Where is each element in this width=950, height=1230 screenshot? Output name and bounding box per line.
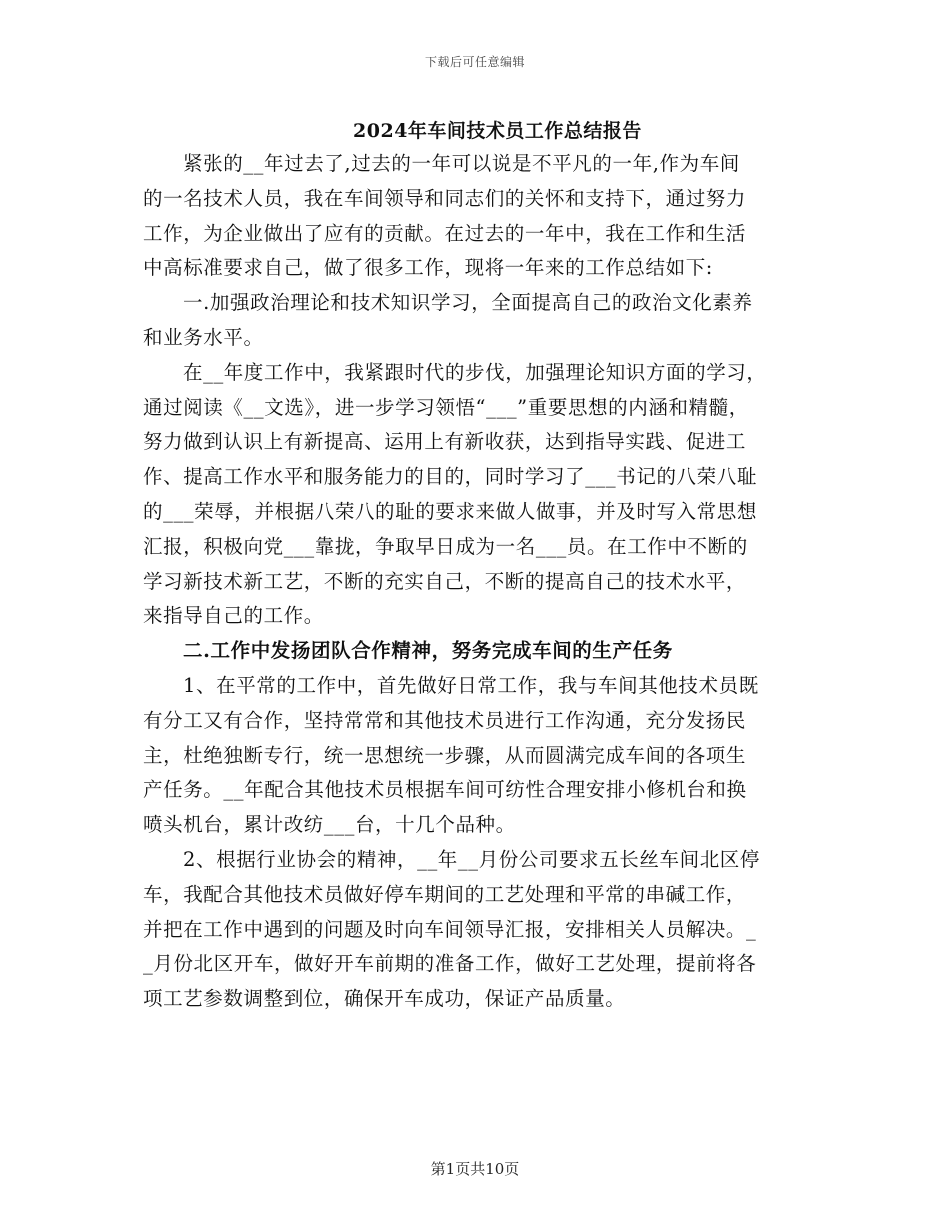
paragraph-line: 产任务。__年配合其他技术员根据车间可纺性合理安排小修机台和换 [143,778,747,802]
paragraph-line: 的___荣辱，并根据八荣八的耻的要求来做人做事，并及时写入常思想 [143,499,757,523]
paragraph-line: 作、提高工作水平和服务能力的目的，同时学习了___书记的八荣八耻 [143,465,757,489]
paragraph-line: 的一名技术人员，我在车间领导和同志们的关怀和支持下，通过努力 [143,186,747,210]
paragraph-line: 努力做到认识上有新提高、运用上有新收获，达到指导实践、促进工 [143,430,747,454]
paragraph-line: 汇报，积极向党___靠拢，争取早日成为一名___员。在工作中不断的 [143,534,748,558]
document-body [143,147,811,1017]
page-number: 第1页共10页 [430,1160,520,1178]
paragraph-line: 项工艺参数调整到位，确保开车成功，保证产品质量。 [143,987,626,1011]
paragraph-line: 1、在平常的工作中，首先做好日常工作，我与车间其他技术员既 [183,673,759,697]
paragraph-line: 学习新技术新工艺，不断的充实自己，不断的提高自己的技术水平， [143,569,747,593]
paragraph-line: 在__年度工作中，我紧跟时代的步伐，加强理论知识方面的学习， [183,360,767,384]
section-heading-bold: 二.工作中发扬团队合作精神，努务完成车间的生产任务 [183,639,673,663]
paragraph-line: 紧张的__年过去了,过去的一年可以说是不平凡的一年,作为车间 [183,152,740,175]
paragraph-line: 中高标准要求自己，做了很多工作，现将一年来的工作总结如下: [143,256,713,280]
page-header-note: 下载后可任意编辑 [424,55,525,69]
section-heading-line: 和业务水平。 [143,325,264,349]
paragraph-line: 通过阅读《__文选》，进一步学习领悟“___”重要思想的内涵和精髓， [143,395,749,419]
paragraph-line: 2、根据行业协会的精神，__年__月份公司要求五长丝车间北区停 [183,847,761,871]
paragraph-line: 工作，为企业做出了应有的贡献。在过去的一年中，我在工作和生活 [143,221,747,245]
paragraph-line: 车，我配合其他技术员做好停车期间的工艺处理和平常的串碱工作， [143,882,747,906]
paragraph-line: 主，杜绝独断专行，统一思想统一步骤，从而圆满完成车间的各项生 [143,743,747,767]
paragraph-line: 有分工又有合作，坚持常常和其他技术员进行工作沟通，充分发扬民 [143,708,747,732]
paragraph-line: 喷头机台，累计改纺___台，十几个品种。 [143,813,516,837]
paragraph-line: 来指导自己的工作。 [143,604,324,628]
section-heading-line: 一.加强政治理论和技术知识学习，全面提高自己的政治文化素养 [183,291,753,315]
document-title: 2024年车间技术员工作总结报告 [353,120,642,142]
paragraph-line: _月份北区开车，做好开车前期的准备工作，做好工艺处理，提前将各 [143,952,757,976]
paragraph-line: 并把在工作中遇到的问题及时向车间领导汇报，安排相关人员解决。_ [143,917,757,941]
